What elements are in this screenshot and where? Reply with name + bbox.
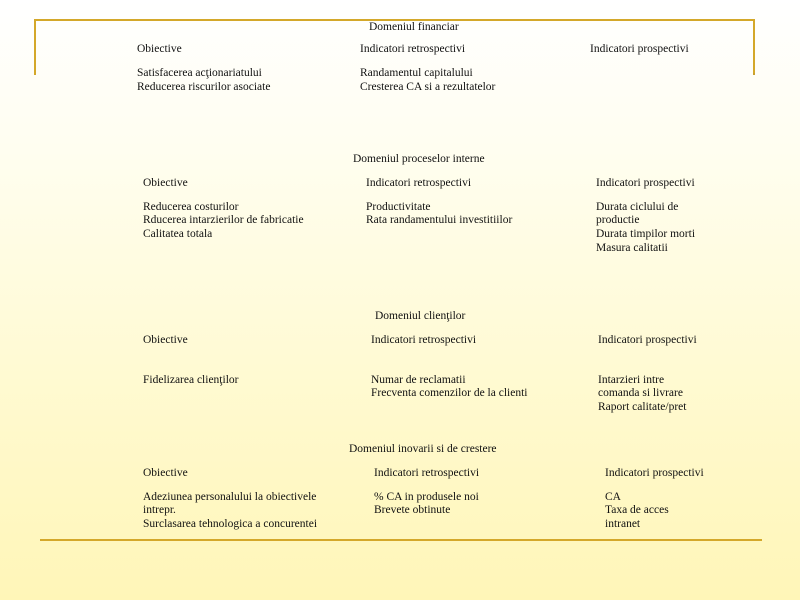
decorative-dot — [753, 73, 755, 75]
prosp-indicator-item: Taxa de acces — [605, 504, 669, 516]
prosp-indicator-item: Durata ciclului de — [596, 201, 679, 213]
retro-indicator-item: Productivitate — [366, 201, 431, 213]
col-header-retro: Indicatori retrospectivi — [366, 177, 472, 189]
prosp-indicator-item: Durata timpilor morti — [596, 228, 696, 240]
col-header-retro: Indicatori retrospectivi — [374, 467, 480, 479]
section-title: Domeniul inovarii si de crestere — [349, 443, 497, 455]
section-title: Domeniul financiar — [369, 21, 459, 33]
prosp-indicator-item: Masura calitatii — [596, 242, 668, 254]
section-title: Domeniul proceselor interne — [353, 153, 485, 165]
section-title: Domeniul clienţilor — [375, 310, 466, 322]
objective-item: Rducerea intarzierilor de fabricatie — [143, 214, 304, 226]
col-header-prosp: Indicatori prospectivi — [598, 334, 697, 346]
bottom-accent-line — [40, 539, 762, 541]
left-accent-line — [34, 19, 36, 75]
right-accent-line — [753, 19, 755, 75]
retro-indicator-item: Frecventa comenzilor de la clienti — [371, 387, 528, 399]
objective-item: Adeziunea personalului la obiectivele — [143, 491, 317, 503]
col-header-prosp: Indicatori prospectivi — [596, 177, 695, 189]
retro-indicator-item: Cresterea CA si a rezultatelor — [360, 81, 496, 93]
retro-indicator-item: Brevete obtinute — [374, 504, 451, 516]
retro-indicator-item: Rata randamentului investitiilor — [366, 214, 513, 226]
objective-item: Fidelizarea clienţilor — [143, 374, 239, 386]
col-header-prosp: Indicatori prospectivi — [605, 467, 704, 479]
prosp-indicator-item: Raport calitate/pret — [598, 401, 687, 413]
retro-indicator-item: % CA in produsele noi — [374, 491, 479, 503]
col-header-prosp: Indicatori prospectivi — [590, 43, 689, 55]
prosp-indicator-item: Intarzieri intre — [598, 374, 665, 386]
objective-item: Satisfacerea acţionariatului — [137, 67, 262, 79]
prosp-indicator-item: CA — [605, 491, 621, 503]
col-header-objectives: Obiective — [137, 43, 182, 55]
objective-item: Calitatea totala — [143, 228, 213, 240]
objective-item: Reducerea costurilor — [143, 201, 239, 213]
col-header-objectives: Obiective — [143, 177, 188, 189]
col-header-retro: Indicatori retrospectivi — [360, 43, 466, 55]
col-header-retro: Indicatori retrospectivi — [371, 334, 477, 346]
objective-item: intrepr. — [143, 504, 176, 516]
retro-indicator-item: Randamentul capitalului — [360, 67, 473, 79]
col-header-objectives: Obiective — [143, 334, 188, 346]
objective-item: Surclasarea tehnologica a concurentei — [143, 518, 318, 530]
prosp-indicator-item: productie — [596, 214, 640, 226]
prosp-indicator-item: intranet — [605, 518, 641, 530]
objective-item: Reducerea riscurilor asociate — [137, 81, 271, 93]
col-header-objectives: Obiective — [143, 467, 188, 479]
prosp-indicator-item: comanda si livrare — [598, 387, 683, 399]
retro-indicator-item: Numar de reclamatii — [371, 374, 466, 386]
